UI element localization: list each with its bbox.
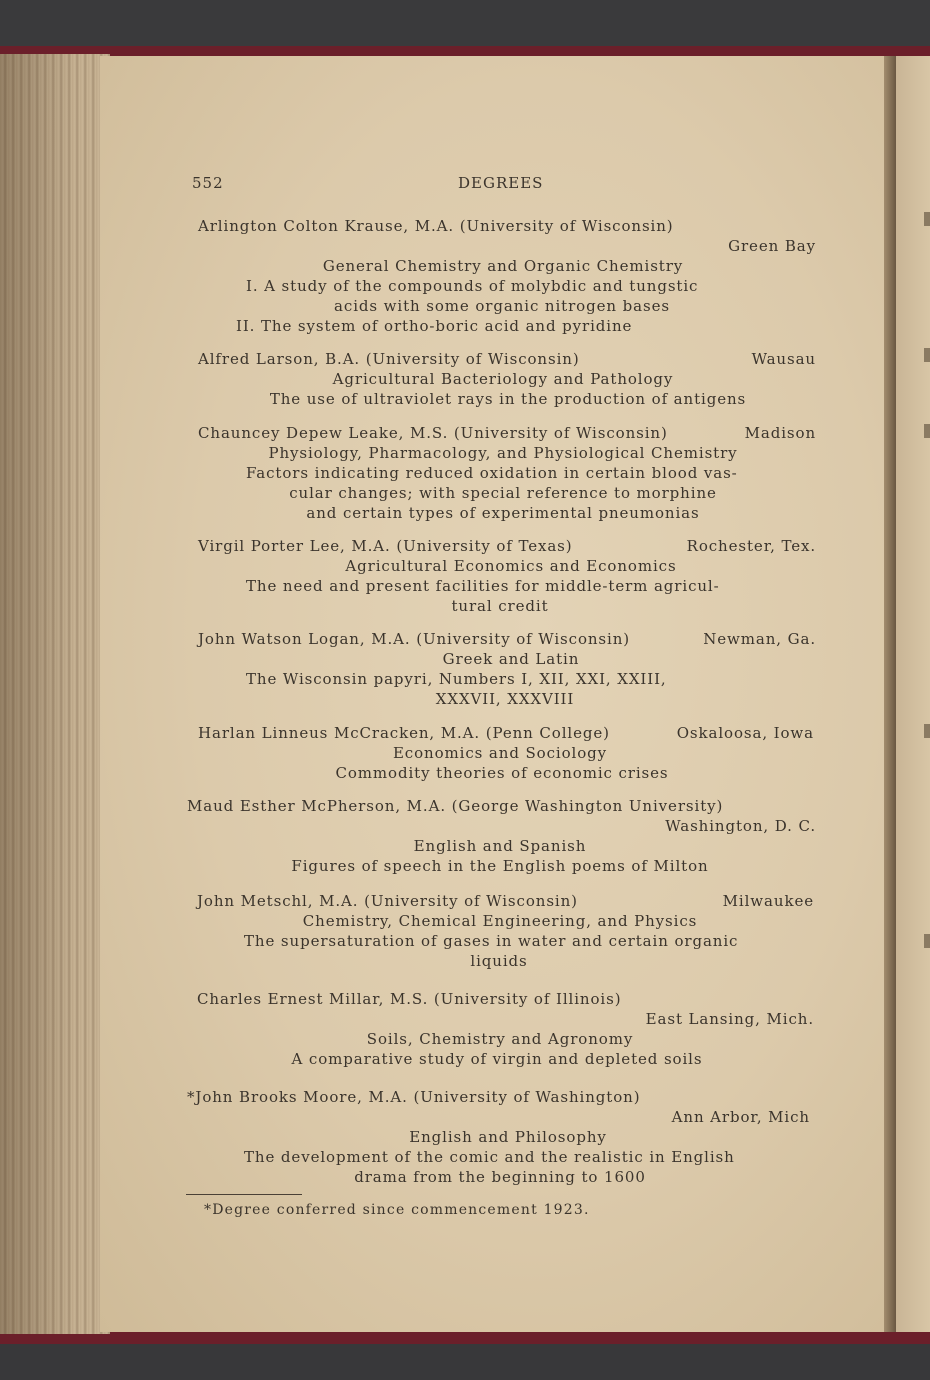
next-page-mark xyxy=(924,724,930,738)
entry-thesis-line: A comparative study of virgin and depleted soils xyxy=(291,1050,703,1068)
footnote-rule xyxy=(186,1194,302,1195)
entry-place: Rochester, Tex. xyxy=(686,537,816,555)
entry-name-line: Arlington Colton Krause, M.A. (University of Wisconsin) xyxy=(198,217,674,235)
entry-thesis-line: Commodity theories of economic crises xyxy=(335,764,669,782)
entry-place: East Lansing, Mich. xyxy=(645,1010,814,1028)
entry-subject: General Chemistry and Organic Chemistry xyxy=(322,257,684,275)
entry-thesis-line: liquids xyxy=(470,952,528,970)
next-page-mark xyxy=(924,934,930,948)
entry-name-line: Alfred Larson, B.A. (University of Wisconsin) xyxy=(198,350,580,368)
entry-thesis-line: I. A study of the compounds of molybdic and tungstic xyxy=(246,277,699,295)
entry-subject: Agricultural Bacteriology and Pathology xyxy=(332,370,674,388)
entry-subject: Economics and Sociology xyxy=(392,744,608,762)
cover-edge-top xyxy=(0,46,930,56)
entry-thesis-line: The development of the comic and the realistic in English xyxy=(244,1148,735,1166)
running-head: DEGREES xyxy=(458,174,544,192)
entry-thesis-line: and certain types of experimental pneumonias xyxy=(306,504,700,522)
entry-subject: Chemistry, Chemical Engineering, and Physics xyxy=(302,912,698,930)
entry-thesis-line: The supersaturation of gases in water and certain organic xyxy=(244,932,739,950)
next-page-mark xyxy=(924,348,930,362)
book-gutter xyxy=(884,56,896,1332)
entry-name-line: Virgil Porter Lee, M.A. (University of Texas) xyxy=(198,537,573,555)
backdrop-bottom xyxy=(0,1340,930,1380)
entry-thesis-line: Figures of speech in the English poems of Milton xyxy=(291,857,709,875)
entry-thesis-line: Factors indicating reduced oxidation in certain blood vas- xyxy=(246,464,738,482)
backdrop-top xyxy=(0,0,930,52)
entry-thesis-line: cular changes; with special reference to morphine xyxy=(289,484,717,502)
entry-subject: Soils, Chemistry and Agronomy xyxy=(366,1030,634,1048)
entry-subject: Physiology, Pharmacology, and Physiological Chemistry xyxy=(268,444,738,462)
entry-place: Oskaloosa, Iowa xyxy=(676,724,814,742)
entry-place: Ann Arbor, Mich xyxy=(671,1108,810,1126)
cover-edge-bottom xyxy=(0,1330,930,1344)
entry-name-line: Harlan Linneus McCracken, M.A. (Penn College) xyxy=(198,724,610,742)
entry-thesis-line: drama from the beginning to 1600 xyxy=(354,1168,646,1186)
entry-thesis-line: The need and present facilities for middle-term agricul- xyxy=(246,577,720,595)
entry-name-line: *John Brooks Moore, M.A. (University of Washington) xyxy=(187,1088,641,1106)
next-page-mark xyxy=(924,424,930,438)
entry-name-line: John Watson Logan, M.A. (University of Wisconsin) xyxy=(198,630,631,648)
entry-subject: Agricultural Economics and Economics xyxy=(345,557,677,575)
entry-name-line: Chauncey Depew Leake, M.S. (University of Wisconsin) xyxy=(198,424,668,442)
entry-name-line: Maud Esther McPherson, M.A. (George Washington University) xyxy=(187,797,724,815)
page-number: 552 xyxy=(192,174,224,192)
entry-thesis-line: The Wisconsin papyri, Numbers I, XII, XXI, XXIII, xyxy=(246,670,667,688)
entry-place: Washington, D. C. xyxy=(665,817,816,835)
entry-place: Madison xyxy=(744,424,816,442)
entry-place: Wausau xyxy=(751,350,816,368)
entry-thesis-line: The use of ultraviolet rays in the production of antigens xyxy=(269,390,747,408)
entry-subject: Greek and Latin xyxy=(442,650,580,668)
entry-place: Milwaukee xyxy=(722,892,814,910)
next-page-mark xyxy=(924,212,930,226)
next-page-edge xyxy=(896,56,930,1332)
entry-thesis-line: II. The system of ortho-boric acid and pyridine xyxy=(236,317,633,335)
entry-name-line: John Metschl, M.A. (University of Wisconsin) xyxy=(197,892,578,910)
footnote: *Degree conferred since commencement 1923. xyxy=(204,1202,590,1218)
entry-place: Green Bay xyxy=(728,237,816,255)
entry-name-line: Charles Ernest Millar, M.S. (University of Illinois) xyxy=(197,990,622,1008)
entry-thesis-line: tural credit xyxy=(451,597,549,615)
page-stack-shadow xyxy=(0,54,110,1334)
entry-thesis-line: XXXVII, XXXVIII xyxy=(435,690,575,708)
entry-subject: English and Philosophy xyxy=(409,1128,607,1146)
entry-place: Newman, Ga. xyxy=(703,630,816,648)
entry-subject: English and Spanish xyxy=(413,837,587,855)
entry-thesis-line: acids with some organic nitrogen bases xyxy=(334,297,670,315)
